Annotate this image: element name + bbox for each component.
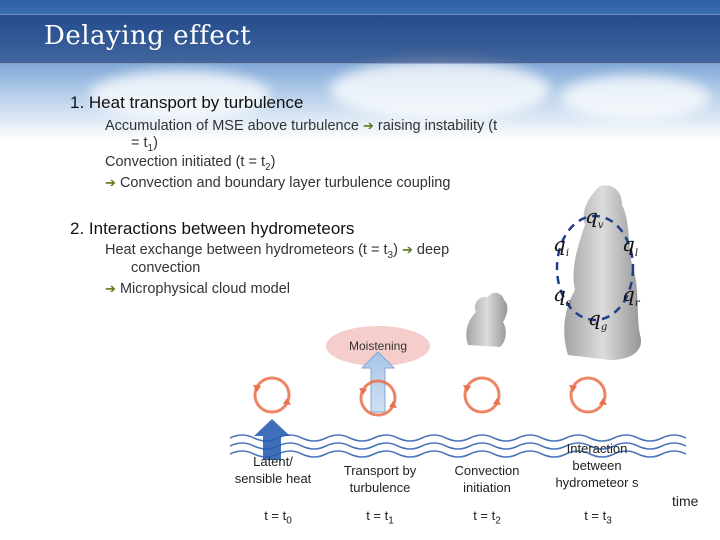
qr-sub: r bbox=[634, 298, 640, 309]
section1-line2-sub: 2 bbox=[265, 161, 271, 173]
section1-line2: Convection initiated $(t = t_2)$ bbox=[105, 154, 276, 173]
section1-line2-text: Convection initiated (t = t bbox=[105, 154, 265, 170]
moistening-label: Moistening bbox=[348, 339, 408, 353]
ql-label bbox=[622, 232, 638, 259]
time-label-3 bbox=[563, 508, 633, 527]
section1-line1-text: Accumulation of MSE above turbulence bbox=[105, 118, 359, 134]
time-label-0-sub: 0 bbox=[286, 515, 292, 527]
section1-line1c-sub: 1 bbox=[147, 142, 154, 154]
time-label-3-text: t = t bbox=[584, 508, 607, 523]
ql-sub: l bbox=[634, 248, 639, 259]
stage-label-3: Interaction between hydrometeor s bbox=[555, 441, 639, 490]
section2-heading: 2. Interactions between hydrometeors bbox=[70, 219, 355, 238]
time-label-2-text: t = t bbox=[473, 508, 496, 523]
qs-label bbox=[553, 282, 571, 309]
section2-line1: Heat exchange between hydrometeors $(t = t_3)$ ➔ deep bbox=[105, 242, 450, 261]
qr-label bbox=[622, 282, 640, 309]
ql-symbol: q bbox=[622, 232, 635, 256]
time-axis-label: time bbox=[672, 493, 699, 509]
section1-line3-text: Convection and boundary layer turbulence coupling bbox=[119, 175, 451, 191]
section1-heading: 1. Heat transport by turbulence bbox=[70, 93, 304, 112]
time-label-2 bbox=[452, 508, 522, 527]
stage-label-1: Transport by turbulence bbox=[343, 463, 417, 495]
time-label-2-sub: 2 bbox=[495, 515, 501, 527]
right-arrow-icon: ➔ bbox=[401, 242, 413, 257]
time-label-1 bbox=[345, 508, 415, 527]
section1-line1c: = $t_1$) bbox=[131, 135, 158, 154]
section2-line1-text: Heat exchange between hydrometeors (t = t bbox=[105, 242, 388, 258]
qg-symbol: q bbox=[588, 306, 601, 330]
qs-sub: s bbox=[565, 298, 571, 309]
time-label-3-sub: 3 bbox=[606, 515, 612, 527]
turbulence-cycle-icon bbox=[255, 378, 289, 412]
time-label-1-text: t = t bbox=[366, 508, 389, 523]
section2-line1-sub: 3 bbox=[387, 249, 394, 261]
small-cloud-icon bbox=[466, 293, 507, 347]
qi-sub: i bbox=[565, 248, 570, 259]
section2-line2-text: Microphysical cloud model bbox=[119, 281, 290, 297]
section1-line1b-text: raising instability (t bbox=[377, 118, 498, 134]
qv-label bbox=[585, 204, 603, 231]
time-label-1-sub: 1 bbox=[388, 515, 394, 527]
time-label-0-text: t = t bbox=[264, 508, 287, 523]
right-arrow-icon: ➔ bbox=[105, 175, 116, 190]
right-arrow-icon: ➔ bbox=[362, 118, 374, 133]
section2-line1c: convection bbox=[131, 260, 201, 276]
section1-line1c-text: = t bbox=[131, 135, 148, 151]
qr-symbol: q bbox=[622, 282, 635, 306]
stage-label-2: Convection initiation bbox=[454, 463, 520, 495]
right-arrow-icon: ➔ bbox=[105, 281, 116, 296]
turbulence-cycle-icon bbox=[465, 378, 499, 412]
qi-label bbox=[553, 232, 569, 259]
turbulence-cycle-icon bbox=[571, 378, 605, 412]
time-label-0 bbox=[243, 508, 313, 527]
qv-sub: v bbox=[597, 220, 604, 231]
qs-symbol: q bbox=[553, 282, 566, 306]
qv-symbol: q bbox=[585, 204, 598, 228]
qg-label bbox=[588, 306, 607, 333]
section2-line1b-text: deep bbox=[416, 242, 450, 258]
qi-symbol: q bbox=[553, 232, 566, 256]
qg-sub: g bbox=[600, 322, 608, 333]
stage-label-0: Latent/ sensible heat bbox=[234, 454, 312, 486]
slide-title: Delaying effect bbox=[44, 21, 252, 51]
